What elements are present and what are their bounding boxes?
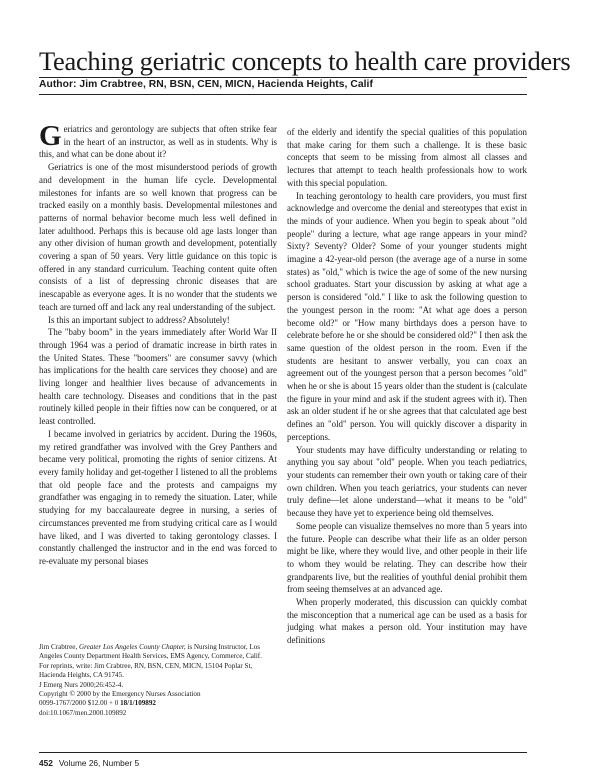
journal-volume: Volume 26, Number 5 <box>58 758 140 768</box>
paragraph: Geriatrics is one of the most misunderstood periods of growth and development in the human life cycle. Developmental milestones for infants are so well known that progress can be tracked easily on a monthly basis. Developmental milestones and patterns of normal behavior become much less well defined in later adulthood. Perhaps this is because old age lasts longer than any other division of human growth and development, potentially covering a span of 50 years. Very little guidance on this topic is offered in any standard curriculum. Teaching content quite often consists of a list of depressing chronic diseases that are inescapable as everyone ages. It is no wonder that the students we teach are turned off and lack any real understanding of the subject. <box>39 162 277 312</box>
title-rule <box>39 77 527 78</box>
footnote-affiliation: is Nursing Instructor, Los Angeles County Department Health Services, EMS Agency, Commerce, Calif. <box>39 643 262 661</box>
right-column <box>287 126 527 647</box>
author-rule <box>39 94 527 95</box>
page-footer <box>39 758 139 768</box>
footnote-citation: J Emerg Nurs 2000;26:452-4. <box>39 680 124 689</box>
footnote-author: Jim Crabtree, <box>39 643 78 651</box>
footnote-issn-id: 18/1/109892 <box>120 699 156 708</box>
footnote-reprints: For reprints, write: Jim Crabtree, RN, BSN, CEN, MICN, 15104 Poplar St, Hacienda Heights, CA 91745. <box>39 661 253 680</box>
drop-cap: G <box>39 120 62 152</box>
author-line: Author: Jim Crabtree, RN, BSN, CEN, MICN, Hacienda Heights, Calif <box>39 79 373 90</box>
footnote-doi: doi:10.1067/men.2000.109892 <box>39 708 127 717</box>
paragraph: Is this an important subject to address? Absolutely! <box>48 314 230 325</box>
footnote-copyright: Copyright © 2000 by the Emergency Nurses Association <box>39 690 201 699</box>
paragraph: Some people can visualize themselves no more than 5 years into the future. People can describe what their life as an older person might be like, where they would live, and other people in their life to whom they would be relating. They can describe how their grandparents live, but the realities of youthful denial prohibit them from seeing themselves at an advanced age. <box>287 520 527 595</box>
paragraph: The "baby boom" in the years immediately after World War II through 1964 was a period of dramatic increase in birth rates in the United States. These "boomers" are consumer savvy (which has implications for the health care services they choose) and are living longer and healthier lives because of advancements in health care technology. Diseases and conditions that in the past routinely killed people in their fifties now can be conquered, or at least controlled. <box>39 327 277 427</box>
footnote-chapter: Greater Los Angeles County Chapter, <box>79 643 186 651</box>
paragraph: Your students may have difficulty understanding or relating to anything you say about "old" people. When you teach pediatrics, your students can remember their own youth or taking care of their own children. When you teach geriatrics, your students can never truly define—let alone understand—what it means to be "old" because they have yet to experience being old themselves. <box>287 444 527 519</box>
paragraph-intro: Geriatrics and gerontology are subjects that often strike fear in the heart of an instructor, as well as in students. Why is this, and what can be done about it? <box>39 120 277 160</box>
page-number: 452 <box>39 758 53 768</box>
footnote-issn: 0099-1767/2000 $12.00 + 0 <box>39 699 119 708</box>
paragraph: I became involved in geriatrics by accident. During the 1960s, my retired grandfather was involved with the Grey Panthers and became very political, promoting the rights of senior citizens. At every family holiday and get-together I listened to all the problems that old people face and the protests and campaigns my grandfather was engaging in to remedy the situation. Later, while studying for my baccalaureate degree in nursing, a series of circumstances prevented me from studying critical care as I would have liked, and I was diverted to taking gerontology classes. I constantly challenged the instructor and in the end was forced to re-evaluate my personal biases <box>39 428 277 566</box>
left-column <box>39 120 277 568</box>
paragraph: of the elderly and identify the special qualities of this population that make caring for them such a challenge. It is these basic concepts that seem to be missing from almost all classes and lectures that attempt to teach health professionals how to work with this special population. <box>287 127 527 188</box>
article-title: Teaching geriatric concepts to health care providers <box>39 46 571 76</box>
paragraph: In teaching gerontology to health care providers, you must first acknowledge and overcome the denial and stereotypes that exist in the minds of your audience. When you begin to speak about "old people" during a lecture, what age range appears in your mind? Sixty? Seventy? Older? Some of your younger students might imagine a 42-year-old person (the average age of a nurse in some states) as "old," which is twice the age of some of the new nursing school graduates. Start your discussion by asking at what age a person is considered "old." I like to ask the following question to the youngest person in the room: "At what age does a person become old?" or "How many birthdays does a person have to celebrate before he or she should be considered old?" I then ask the same question of the oldest person in the room. Even if the students are hesitant to answer verbally, you can coax an agreement out of the youngest person that a person becomes "old" when he or she is about 15 years older than the student is (calculate the figure in your mind and ask if the student agrees with it). Then ask an older student if he or she agrees that that calculated age best defines an "old" person. You will quickly discover a disparity in perceptions. <box>287 190 527 442</box>
author-footnote <box>39 643 279 718</box>
footer-rule <box>39 752 527 753</box>
paragraph: When properly moderated, this discussion can quickly combat the misconception that a numerical age can be used as a basis for judging what makes a person old. Your institution may have definitions <box>287 597 527 646</box>
